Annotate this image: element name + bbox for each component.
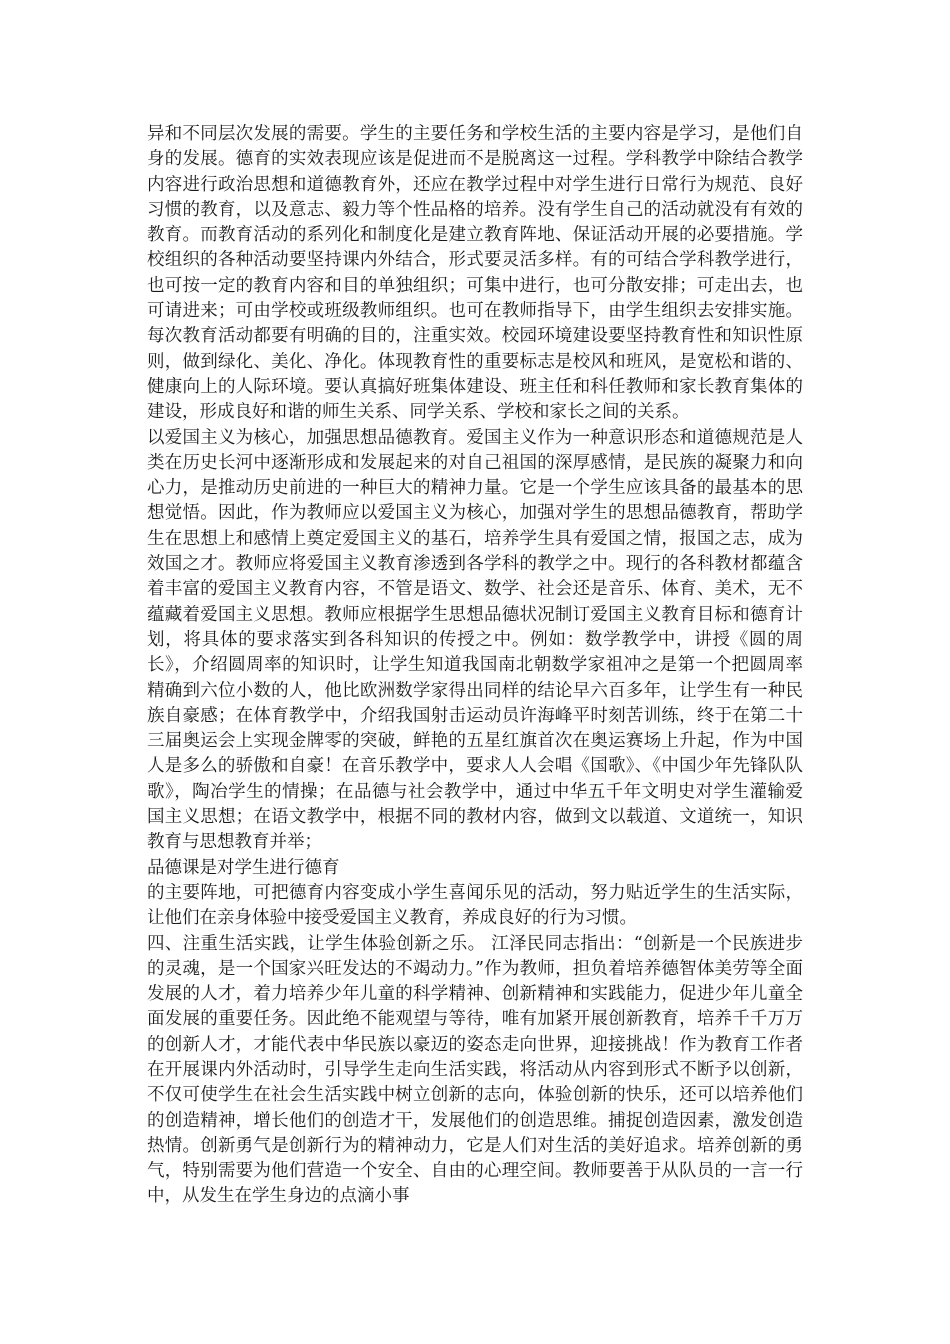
paragraph-moral-class-line: 品德课是对学生进行德育 (147, 857, 340, 878)
paragraph-moral-education-process: 异和不同层次发展的需要。学生的主要任务和学校生活的主要内容是学习，是他们自身的发展。德育的实效表现应该是促进而不是脱离这一过程。学科教学中除结合教学内容进行政治思想和道德教育外，还应在教学过程中对学生进行日常行为规范、良好习惯的教育，以及意志、毅力等个性品格的培养。没有学生自己的活动就没有有效的教育。而教育活动的系列化和制度化是建立教育阵地、保证活动开展的必要措施。学校组织的各种活动要坚持课内外结合，形式要灵活多样。有的可结合学科教学进行，也可按一定的教育内容和目的单独组织；可集中进行，也可分散安排；可走出去，也可请进来；可由学校或班级教师组织。也可在教师指导下，由学生组织去安排实施。每次教育活动都要有明确的目的，注重实效。校园环境建设要坚持教育性和知识性原则，做到绿化、美化、净化。体现教育性的重要标志是校风和班风，是宽松和谐的、健康向上的人际环境。要认真搞好班集体建设、班主任和科任教师和家长教育集体的建设，形成良好和谐的师生关系、同学关系、学校和家长之间的关系。 (147, 124, 803, 423)
body-text (147, 122, 803, 1210)
paragraph-patriotism-core: 以爱国主义为核心，加强思想品德教育。爱国主义作为一种意识形态和道德规范是人类在历史长河中逐渐形成和发展起来的对自己祖国的深厚感情，是民族的凝聚力和向心力，是推动历史前进的一种巨大的精神力量。它是一个学生应该具备的最基本的思想觉悟。因此，作为教师应以爱国主义为核心，加强对学生的思想品德教育，帮助学生在思想上和感情上奠定爱国主义的基石，培养学生具有爱国之情，报国之志，成为效国之才。教师应将爱国主义教育渗透到各学科的教学之中。现行的各科教材都蕴含着丰富的爱国主义教育内容，不管是语文、数学、社会还是音乐、体育、美术，无不蕴藏着爱国主义思想。教师应根据学生思想品德状况制订爱国主义教育目标和德育计划，将具体的要求落实到各科知识的传授之中。例如：数学教学中，讲授《圆的周长》，介绍圆周率的知识时，让学生知道我国南北朝数学家祖冲之是第一个把圆周率精确到六位小数的人，他比欧洲数学家得出同样的结论早六百多年，让学生有一种民族自豪感；在体育教学中，介绍我国射击运动员许海峰平时刻苦训练，终于在第二十三届奥运会上实现金牌零的突破，鲜艳的五星红旗首次在奥运赛场上升起，作为中国人是多么的骄傲和自豪！在音乐教学中，要求人人会唱《国歌》、《中国少年先锋队队歌》，陶冶学生的情操；在品德与社会教学中，通过中华五千年文明史对学生灌输爱国主义思想；在语文教学中，根据不同的教材内容，做到文以载道、文道统一，知识教育与思想教育并举； (147, 427, 803, 853)
paragraph-life-practice-innovation: 四、注重生活实践，让学生体验创新之乐。 江泽民同志指出：“创新是一个民族进步的灵魂，是一个国家兴旺发达的不竭动力。”作为教师，担负着培养德智体美劳等全面发展的人才，着力培养少年儿童的科学精神、创新精神和实践能力，促进少年儿童全面发展的重要任务。因此绝不能观望与等待，唯有加紧开展创新教育，培养千千万万的创新人才，才能代表中华民族以豪迈的姿态走向世界，迎接挑战！作为教育工作者在开展课内外活动时，引导学生走向生活实践，将活动从内容到形式不断予以创新，不仅可使学生在社会生活实践中树立创新的志向，体验创新的快乐，还可以培养他们的创造精神，增长他们的创造才干，发展他们的创造思维。捕捉创造因素，激发创造热情。创新勇气是创新行为的精神动力，它是人们对生活的美好追求。培养创新的勇气，特别需要为他们营造一个安全、自由的心理空间。教师要善于从队员的一言一行中，从发生在学生身边的点滴小事 (147, 933, 803, 1207)
paragraph-moral-class-continued: 的主要阵地，可把德育内容变成小学生喜闻乐见的活动，努力贴近学生的生活实际，让他们在亲身体验中接受爱国主义教育，养成良好的行为习惯。 (147, 882, 803, 929)
